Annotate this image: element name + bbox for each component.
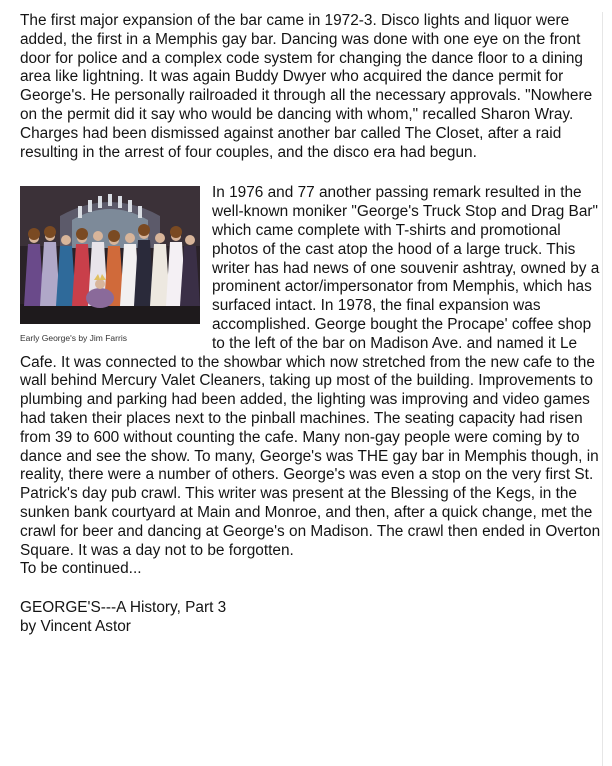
continued-note: To be continued... <box>20 560 142 578</box>
group-photo <box>20 186 200 324</box>
byline: by Vincent Astor <box>20 617 131 635</box>
article-container <box>20 12 603 766</box>
article-footer <box>20 599 602 637</box>
series-title: GEORGE'S---A History, Part 3 <box>20 599 227 617</box>
photo-caption: Early George's by Jim Farris <box>20 333 127 344</box>
paragraph-2: In 1976 and 77 another passing remark resulted in the well-known moniker "George's Truck Stop and Drag Bar" which came complete with T-shirts and promotional photos of the cast atop the hood of a large truck. This writer has had news of one souvenir ashtray, owned by a prominent actor/impersonator from Memphis, which has surfaced intact. In 1978, the final expansion was accomplished. George bought the Procape' coffee shop to the left of the bar on Madison Ave. and named it Le Cafe. It was connected to the showbar which now stretched from the new cafe to the wall behind Mercury Valet Cleaners, taking up most of the building. Improvements to plumbing and parking had been added, the lighting was improving and video games had taken their places next to the pinball machines. The seating capacity had risen from 39 to 600 without counting the cafe. Many non-gay people were coming by to dance and see the show. To many, George's was THE gay bar in Memphis though, in reality, there were a number of others. George's was even a stop on the very first St. Patrick's day pub crawl. This writer was present at the Blessing of the Kegs, in the sunken bank courtyard at Main and Monroe, and then, after a quick change, met the crawl for beer and dancing at George's on Madison. The crawl then ended in Overton Square. It was a day not to be forgotten. <box>20 184 601 559</box>
paragraph-1: The first major expansion of the bar came in 1972-3. Disco lights and liquor were added, the first in a Memphis gay bar. Dancing was done with one eye on the front door for police and a complex code system for changing the dance floor to a dining area like lightning. It was again Buddy Dwyer who acquired the dance permit for George's. He personally railroaded it through all the necessary approvals. "Nowhere on the permit did it say who would be dancing with whom," recalled Sharon Wray. Charges had been dismissed against another bar called The Closet, after a raid resulting in the arrest of four couples, and the disco era had begun. <box>20 12 593 161</box>
photo-figure <box>20 186 200 344</box>
